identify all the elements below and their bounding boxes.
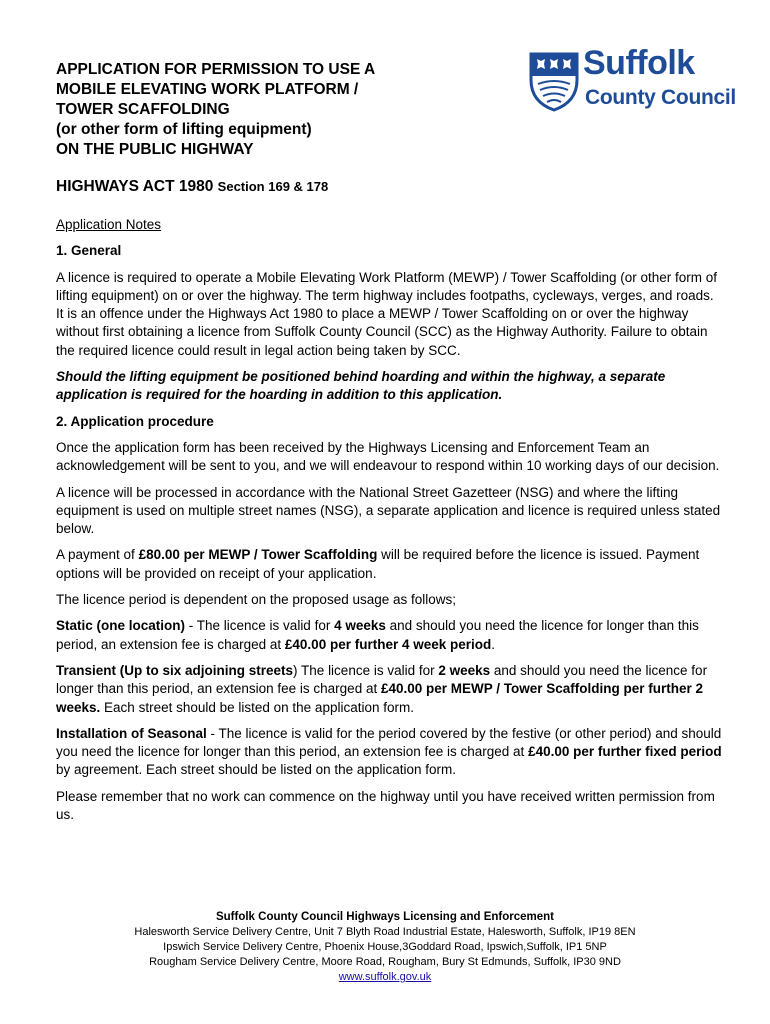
seasonal-label: Installation of Seasonal: [56, 725, 207, 741]
licence-period-intro: The licence period is dependent on the proposed usage as follows;: [56, 592, 457, 608]
footer-address: Halesworth Service Delivery Centre, Unit 7 Blyth Road Industrial Estate, Halesworth, Suffolk, IP19 8EN: [134, 926, 636, 938]
reminder-paragraph: Please remember that no work can commence on the highway until you have received written permission from us.: [56, 788, 715, 823]
title-line: TOWER SCAFFOLDING: [56, 101, 230, 118]
document-body: [56, 216, 722, 832]
payment-paragraph: A payment of £80.00 per MEWP / Tower Scaffolding will be required before the licence is issued. Payment options will be provided on receipt of your application.: [56, 547, 700, 581]
website-link[interactable]: www.suffolk.gov.uk: [338, 971, 432, 983]
document-title: [56, 60, 496, 160]
general-paragraph: A licence is required to operate a Mobile Elevating Work Platform (MEWP) / Tower Scaffolding (or other form of lifting equipment) on or over the highway. The term highway includes footpaths, cycleways, verges, and roads. It is an offence under the Highways Act 1980 to place a MEWP / Tower Scaffolding on or over the highway without first obtaining a licence from Suffolk County Council (SCC) as the Highway Authority. Failure to obtain the required licence could result in legal action being taken by SCC.: [56, 269, 718, 358]
suffolk-logo: [528, 44, 736, 112]
suffolk-crest-icon: [528, 50, 580, 112]
footer-address: Rougham Service Delivery Centre, Moore Road, Rougham, Bury St Edmunds, Suffolk, IP30 9ND: [149, 956, 621, 968]
logo-subtitle: County Council: [585, 86, 736, 109]
procedure-heading: 2. Application procedure: [56, 413, 214, 429]
procedure-paragraph: Once the application form has been received by the Highways Licensing and Enforcement Team an acknowledgement will be sent to you, and we will endeavour to respond within 10 working days of our decision.: [56, 439, 720, 474]
hoarding-warning: Should the lifting equipment be positioned behind hoarding and within the highway, a separate application is required for the hoarding in addition to this application.: [56, 369, 666, 403]
title-line: APPLICATION FOR PERMISSION TO USE A: [56, 61, 376, 78]
footer-title: Suffolk County Council Highways Licensing and Enforcement: [215, 911, 554, 923]
static-option: Static (one location) - The licence is valid for 4 weeks and should you need the licence for longer than this period, an extension fee is charged at £40.00 per further 4 week period.: [56, 618, 699, 652]
general-heading: 1. General: [56, 243, 122, 259]
act-section: Section 169 & 178: [217, 179, 329, 194]
transient-option: Transient (Up to six adjoining streets) The licence is valid for 2 weeks and should you need the licence for longer than this period, an extension fee is charged at £40.00 per MEWP / Tower Scaffolding per further 2 weeks. Each street should be listed on the application form.: [56, 662, 708, 715]
footer: [0, 910, 770, 985]
licence-fee: £80.00 per MEWP / Tower Scaffolding: [138, 547, 378, 563]
static-label: Static (one location): [56, 618, 186, 634]
title-line: MOBILE ELEVATING WORK PLATFORM /: [56, 81, 359, 98]
transient-label: Transient (Up to six adjoining streets: [56, 662, 294, 678]
notes-heading: Application Notes: [56, 217, 162, 232]
act-title: HIGHWAYS ACT 1980: [56, 178, 214, 195]
footer-address: Ipswich Service Delivery Centre, Phoenix House,3Goddard Road, Ipswich,Suffolk, IP1 5NP: [163, 941, 607, 953]
seasonal-option: Installation of Seasonal - The licence is valid for the period covered by the festive (or other period) and should you need the licence for longer than this period, an extension fee is charged at £40.00 per further fixed period by agreement. Each street should be listed on the application form.: [56, 725, 722, 778]
act-reference: [56, 178, 328, 196]
title-line: (or other form of lifting equipment): [56, 121, 312, 138]
nsg-paragraph: A licence will be processed in accordance with the National Street Gazetteer (NSG) and where the lifting equipment is used on multiple street names (NSG), a separate application and licence is required unless stated below.: [56, 484, 721, 537]
title-line: ON THE PUBLIC HIGHWAY: [56, 141, 254, 158]
logo-wordmark: Suffolk: [583, 44, 695, 82]
